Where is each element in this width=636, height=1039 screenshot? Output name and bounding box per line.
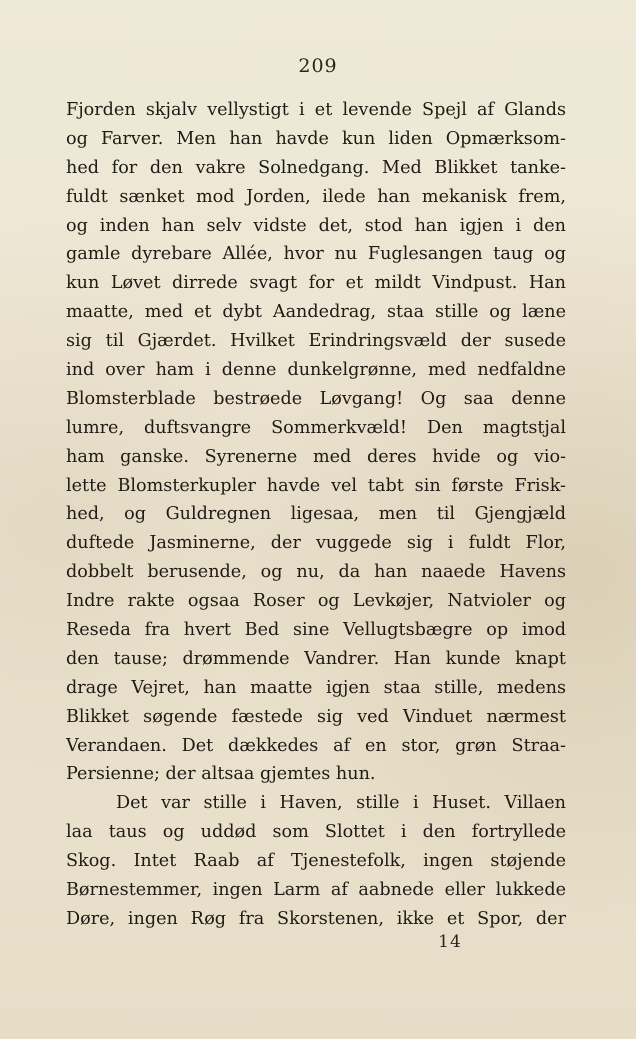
text-line: gamle dyrebare Allée, hvor nu Fuglesangen taug og <box>66 244 566 265</box>
text-line: hed for den vakre Solnedgang. Med Blikket tanke- <box>66 157 566 178</box>
text-line: Blikket søgende fæstede sig ved Vinduet nærmest <box>66 706 566 727</box>
text-line: drage Vejret, han maatte igjen staa stille, medens <box>66 677 566 698</box>
text-line: kun Løvet dirrede svagt for et mildt Vindpust. Han <box>66 273 566 294</box>
text-line: lumre, duftsvangre Sommerkvæld! Den magtstjal <box>66 417 566 438</box>
body-text <box>66 96 566 934</box>
page-number: 209 <box>298 55 338 77</box>
text-line: Det var stille i Haven, stille i Huset. Villaen <box>116 793 566 814</box>
text-line: laa taus og uddød som Slottet i den fortryllede <box>66 822 566 843</box>
text-line: Persienne; der altsaa gjemtes hun. <box>66 764 376 785</box>
text-line: Døre, ingen Røg fra Skorstenen, ikke et Spor, der <box>66 908 566 929</box>
text-line: ham ganske. Syrenerne med deres hvide og vio- <box>66 446 566 467</box>
text-line: Børnestemmer, ingen Larm af aabnede eller lukkede <box>66 880 566 901</box>
text-line: Blomsterblade bestrøede Løvgang! Og saa denne <box>66 388 566 409</box>
text-line: sig til Gjærdet. Hvilket Erindringsvæld der susede <box>66 331 566 352</box>
text-line: hed, og Guldregnen ligesaa, men til Gjengjæld <box>66 504 566 525</box>
text-line: og inden han selv vidste det, stod han igjen i den <box>66 215 566 236</box>
text-line: lette Blomsterkupler havde vel tabt sin første Frisk- <box>66 475 566 496</box>
text-line: og Farver. Men han havde kun liden Opmærksom- <box>66 128 566 149</box>
text-line: dobbelt berusende, og nu, da han naaede Havens <box>66 562 566 583</box>
text-line: den tause; drømmende Vandrer. Han kunde knapt <box>66 648 566 669</box>
text-line: Indre rakte ogsaa Roser og Levkøjer, Natvioler og <box>66 591 566 612</box>
text-line: Reseda fra hvert Bed sine Vellugtsbægre op imod <box>66 620 566 641</box>
text-line: maatte, med et dybt Aandedrag, staa stille og læne <box>66 302 566 323</box>
signature-mark: 14 <box>438 932 462 952</box>
text-line: duftede Jasminerne, der vuggede sig i fuldt Flor, <box>66 533 566 554</box>
text-line: fuldt sænket mod Jorden, ilede han mekanisk frem, <box>66 186 566 207</box>
text-line: Verandaen. Det dækkedes af en stor, grøn Straa- <box>66 735 566 756</box>
text-line: ind over ham i denne dunkelgrønne, med nedfaldne <box>66 360 566 381</box>
text-line: Skog. Intet Raab af Tjenestefolk, ingen støjende <box>66 851 566 872</box>
text-line: Fjorden skjalv vellystigt i et levende Spejl af Glands <box>66 100 566 120</box>
